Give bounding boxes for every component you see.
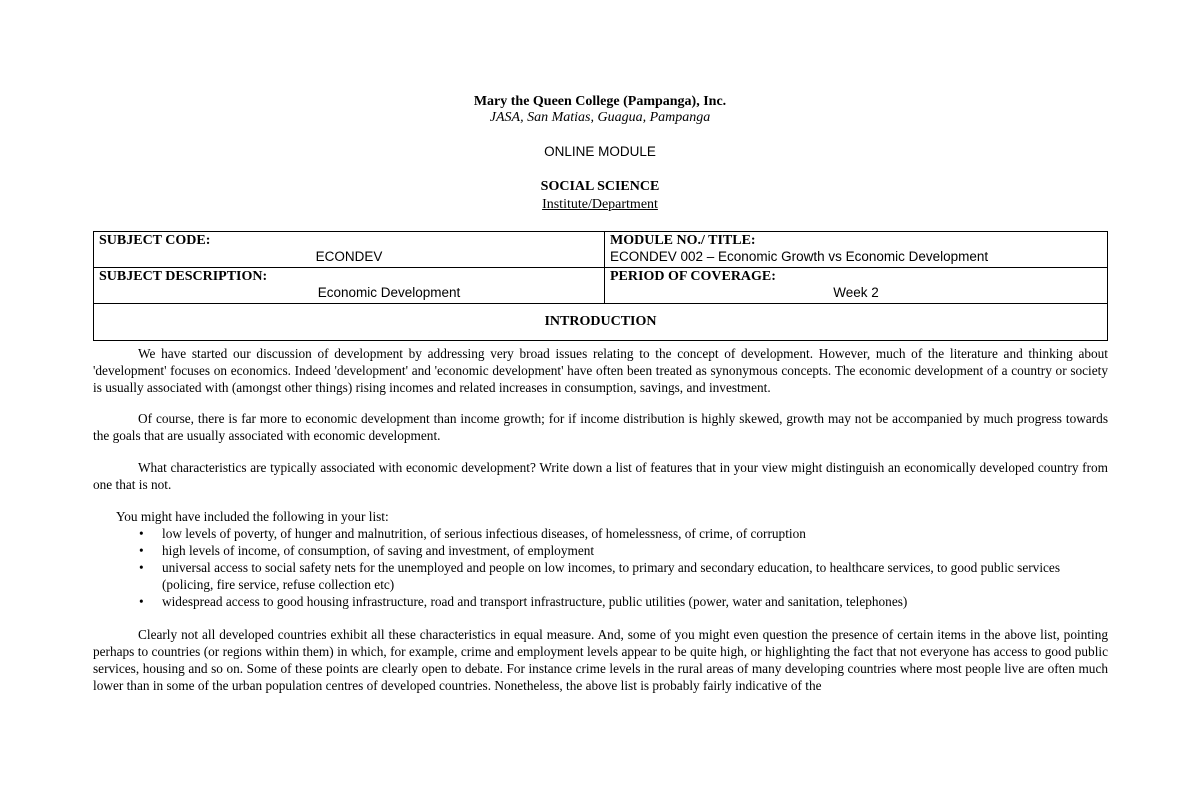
list-item (115, 525, 1075, 542)
institute-name: SOCIAL SCIENCE (540, 179, 660, 194)
paragraph-2: Of course, there is far more to economic development than income growth; for if income distribution is highly skewed, growth may not be accompanied by much progress towards the goals that are usually associated with economic development. (93, 411, 1108, 443)
list-item-text: widespread access to good housing infrastructure, road and transport infrastructure, public utilities (power, water and sanitation, telephones) (162, 594, 908, 609)
table-row (94, 268, 1108, 304)
bullet-icon: • (139, 526, 144, 541)
list-item (115, 593, 1075, 610)
bullet-icon: • (139, 594, 144, 609)
institute-label: Institute/Department (542, 197, 658, 212)
subject-code-value: ECONDEV (315, 249, 383, 264)
paragraph-4: Clearly not all developed countries exhibit all these characteristics in equal measure. And, some of you might even question the presence of certain items in the above list, pointing perhaps to countries (or regions within them) in which, for example, crime and employment levels appear to be quite high, or highlighting the fact that not everyone has access to good public services, housing and so on. Some of these points are clearly open to debate. For instance crime levels in the rural areas of many developing countries where most people live are often much lower than in some of the urban population centres of developed countries. Nonetheless, the above list is probably fairly indicative of the (93, 627, 1108, 693)
table-row (94, 304, 1108, 341)
module-info-table (93, 231, 1108, 341)
subject-code-cell (94, 232, 605, 268)
module-title-value: ECONDEV 002 – Economic Growth vs Economic Development (610, 249, 989, 264)
subject-description-value: Economic Development (317, 285, 461, 300)
period-cell (605, 268, 1108, 304)
module-title-cell (605, 232, 1108, 268)
paragraph-3: What characteristics are typically associated with economic development? Write down a list of features that in your view might distinguish an economically developed country from one that is not. (93, 460, 1108, 492)
list-item (115, 542, 1075, 559)
college-address: JASA, San Matias, Guagua, Pampanga (489, 110, 711, 125)
subject-code-label: SUBJECT CODE: (99, 233, 211, 248)
subject-description-label: SUBJECT DESCRIPTION: (99, 269, 268, 284)
period-value: Week 2 (833, 285, 879, 300)
period-label: PERIOD OF COVERAGE: (610, 269, 776, 284)
feature-list (115, 525, 1075, 610)
subject-description-cell (94, 268, 605, 304)
list-item-text: high levels of income, of consumption, of saving and investment, of employment (162, 543, 595, 558)
module-type: ONLINE MODULE (544, 144, 656, 159)
list-intro: You might have included the following in your list: (116, 509, 389, 524)
list-item (115, 559, 1075, 593)
module-title-label: MODULE NO./ TITLE: (610, 233, 756, 248)
bullet-icon: • (139, 560, 144, 575)
paragraph-1: We have started our discussion of development by addressing very broad issues relating to the concept of development. However, much of the literature and thinking about 'development' focuses on economics. Indeed 'development' and 'economic development' have often been treated as synonymous concepts. The economic development of a country or society is usually associated with (amongst other things) rising incomes and related increases in consumption, savings, and investment. (93, 346, 1108, 395)
list-item-text: universal access to social safety nets for the unemployed and people on low incomes, to primary and secondary education, to healthcare services, to good public services (policing, fire service, refuse collection etc) (162, 560, 1060, 592)
list-item-text: low levels of poverty, of hunger and malnutrition, of serious infectious diseases, of homelessness, of crime, of corruption (162, 526, 806, 541)
bullet-icon: • (139, 543, 144, 558)
section-title: INTRODUCTION (94, 304, 1108, 341)
table-row (94, 232, 1108, 268)
college-name: Mary the Queen College (Pampanga), Inc. (473, 94, 727, 109)
